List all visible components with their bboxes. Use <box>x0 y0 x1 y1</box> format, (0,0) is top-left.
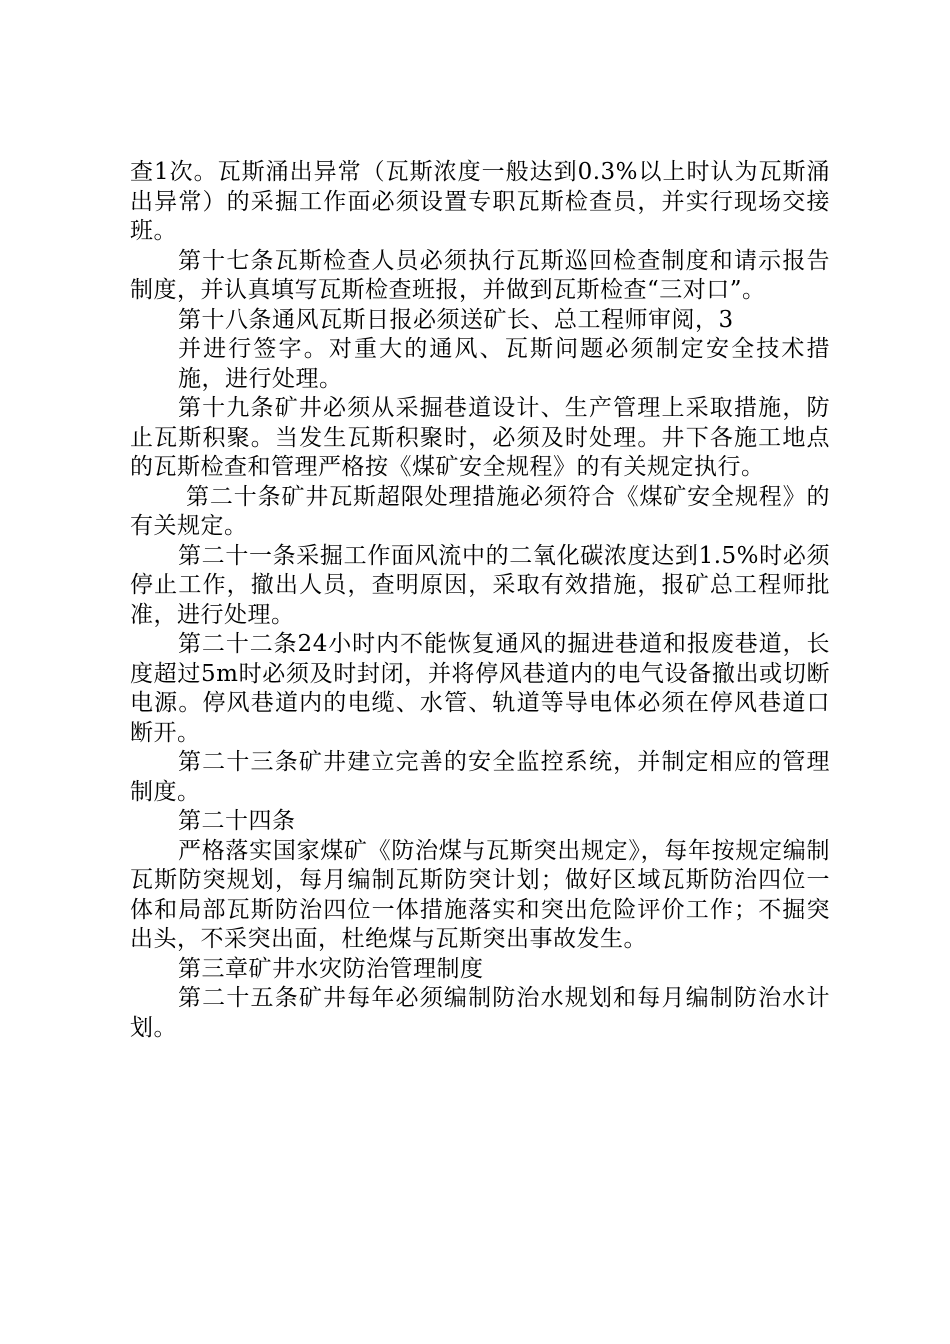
paragraph-article-23: 第二十三条矿井建立完善的安全监控系统，并制定相应的管理制度。 <box>130 749 830 805</box>
paragraph-article-24-heading: 第二十四条 <box>178 808 296 834</box>
paragraph-gas-anomaly: 查1次。瓦斯涌出异常（瓦斯浓度一般达到0.3%以上时认为瓦斯涌出异常）的采掘工作面必须设置专职瓦斯检查员，并实行现场交接班。 <box>130 159 830 244</box>
chapter-3-heading: 第三章矿井水灾防治管理制度 <box>178 955 484 982</box>
paragraph-article-25: 第二十五条矿井每年必须编制防治水规划和每月编制防治水计划。 <box>130 985 830 1041</box>
paragraph-article-24-body: 严格落实国家煤矿《防治煤与瓦斯突出规定》，每年按规定编制瓦斯防突规划，每月编制瓦斯防突计划；做好区域瓦斯防治四位一体和局部瓦斯防治四位一体措施落实和突出危险评价工作；不掘突出头，不采突出面，杜绝煤与瓦斯突出事故发生。 <box>130 837 830 952</box>
paragraph-article-17: 第十七条瓦斯检查人员必须执行瓦斯巡回检查制度和请示报告制度，并认真填写瓦斯检查班报，并做到瓦斯检查“三对口”。 <box>130 247 830 303</box>
paragraph-article-19: 第十九条矿井必须从采掘巷道设计、生产管理上采取措施，防止瓦斯积聚。当发生瓦斯积聚时，必须及时处理。井下各施工地点的瓦斯检查和管理严格按《煤矿安全规程》的有关规定执行。 <box>130 395 830 480</box>
paragraph-article-22: 第二十二条24小时内不能恢复通风的掘进巷道和报废巷道，长度超过5m时必须及时封闭，并将停风巷道内的电气设备撤出或切断电源。停风巷道内的电缆、水管、轨道等导电体必须在停风巷道口断开。 <box>130 631 830 746</box>
document-body <box>130 158 830 1043</box>
paragraph-article-21: 第二十一条采掘工作面风流中的二氧化碳浓度达到1.5%时必须停止工作，撤出人员，查明原因，采取有效措施，报矿总工程师批准，进行处理。 <box>130 542 830 628</box>
paragraph-article-18: 第十八条通风瓦斯日报必须送矿长、总工程师审阅，3 <box>178 306 734 333</box>
paragraph-article-18-continued: 并进行签字。对重大的通风、瓦斯问题必须制定安全技术措施，进行处理。 <box>178 336 830 392</box>
paragraph-article-20: 第二十条矿井瓦斯超限处理措施必须符合《煤矿安全规程》的有关规定。 <box>130 483 830 539</box>
